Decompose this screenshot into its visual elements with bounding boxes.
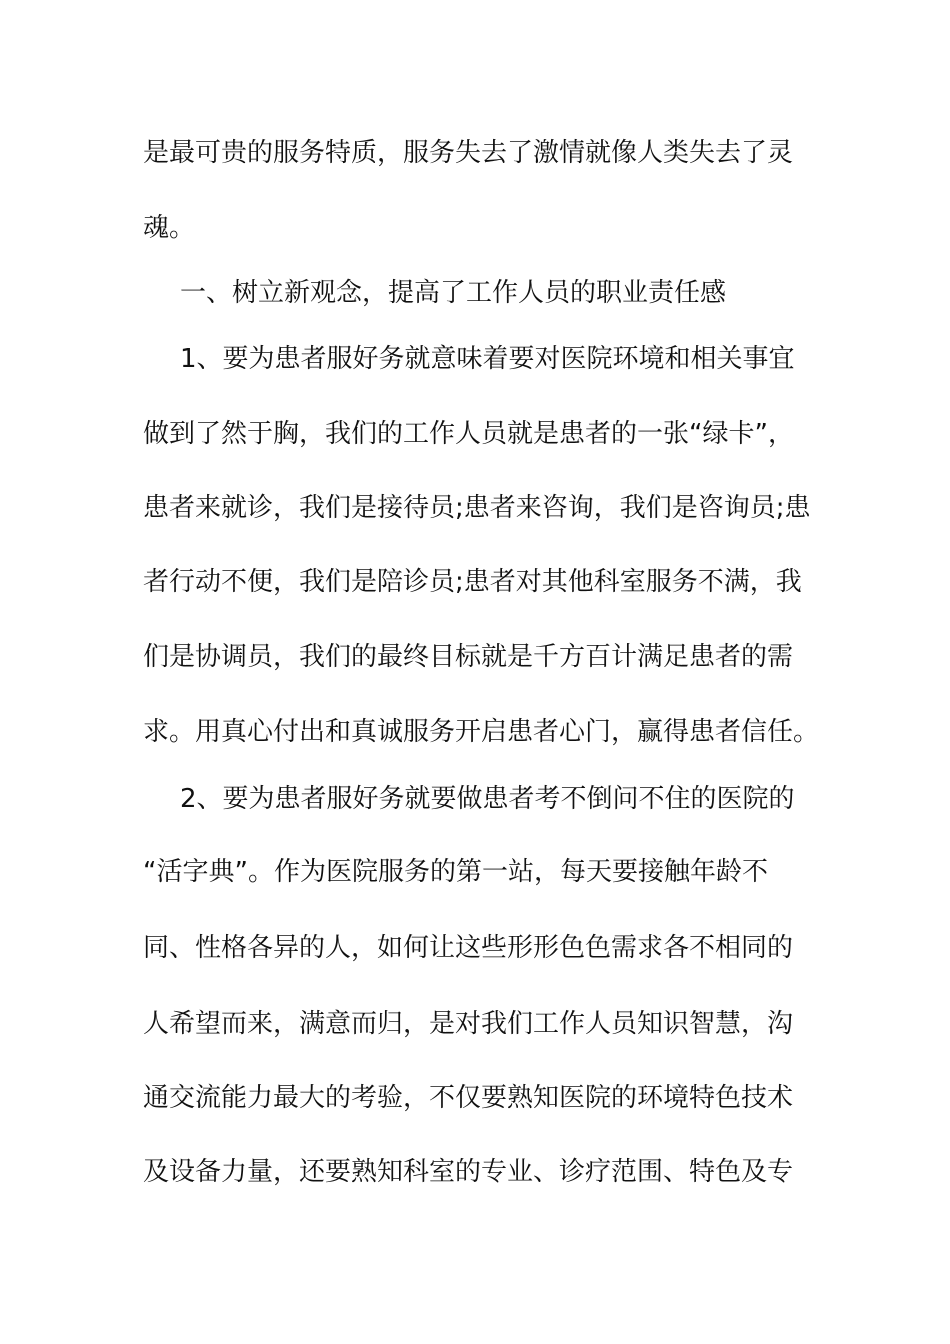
text-line: 及设备力量，还要熟知科室的专业、诊疗范围、特色及专 [143,1157,794,1187]
text-line: “活字典”。作为医院服务的第一站，每天要接触年龄不 [143,857,768,887]
text-line: 同、性格各异的人，如何让这些形形色色需求各不相同的 [143,933,794,963]
text-line: 求。用真心付出和真诚服务开启患者心门，赢得患者信任。 [143,717,820,747]
text-line: 是最可贵的服务特质，服务失去了激情就像人类失去了灵 [143,138,794,168]
text-line: 2、要为患者服好务就要做患者考不倒问不住的医院的 [180,784,795,814]
text-line: 通交流能力最大的考验，不仅要熟知医院的环境特色技术 [143,1083,794,1113]
text-line: 患者来就诊，我们是接待员;患者来咨询，我们是咨询员;患 [143,493,811,523]
text-line: 做到了然于胸，我们的工作人员就是患者的一张“绿卡”， [143,419,794,449]
text-line: 魂。 [143,213,196,243]
text-line: 1、要为患者服好务就意味着要对医院环境和相关事宜 [180,344,795,374]
section-heading: 一、树立新观念，提高了工作人员的职业责任感 [180,278,727,308]
text-line: 者行动不便，我们是陪诊员;患者对其他科室服务不满，我 [143,567,802,597]
text-line: 们是协调员，我们的最终目标就是千方百计满足患者的需 [143,642,794,672]
text-line: 人希望而来，满意而归，是对我们工作人员知识智慧，沟 [143,1009,794,1039]
